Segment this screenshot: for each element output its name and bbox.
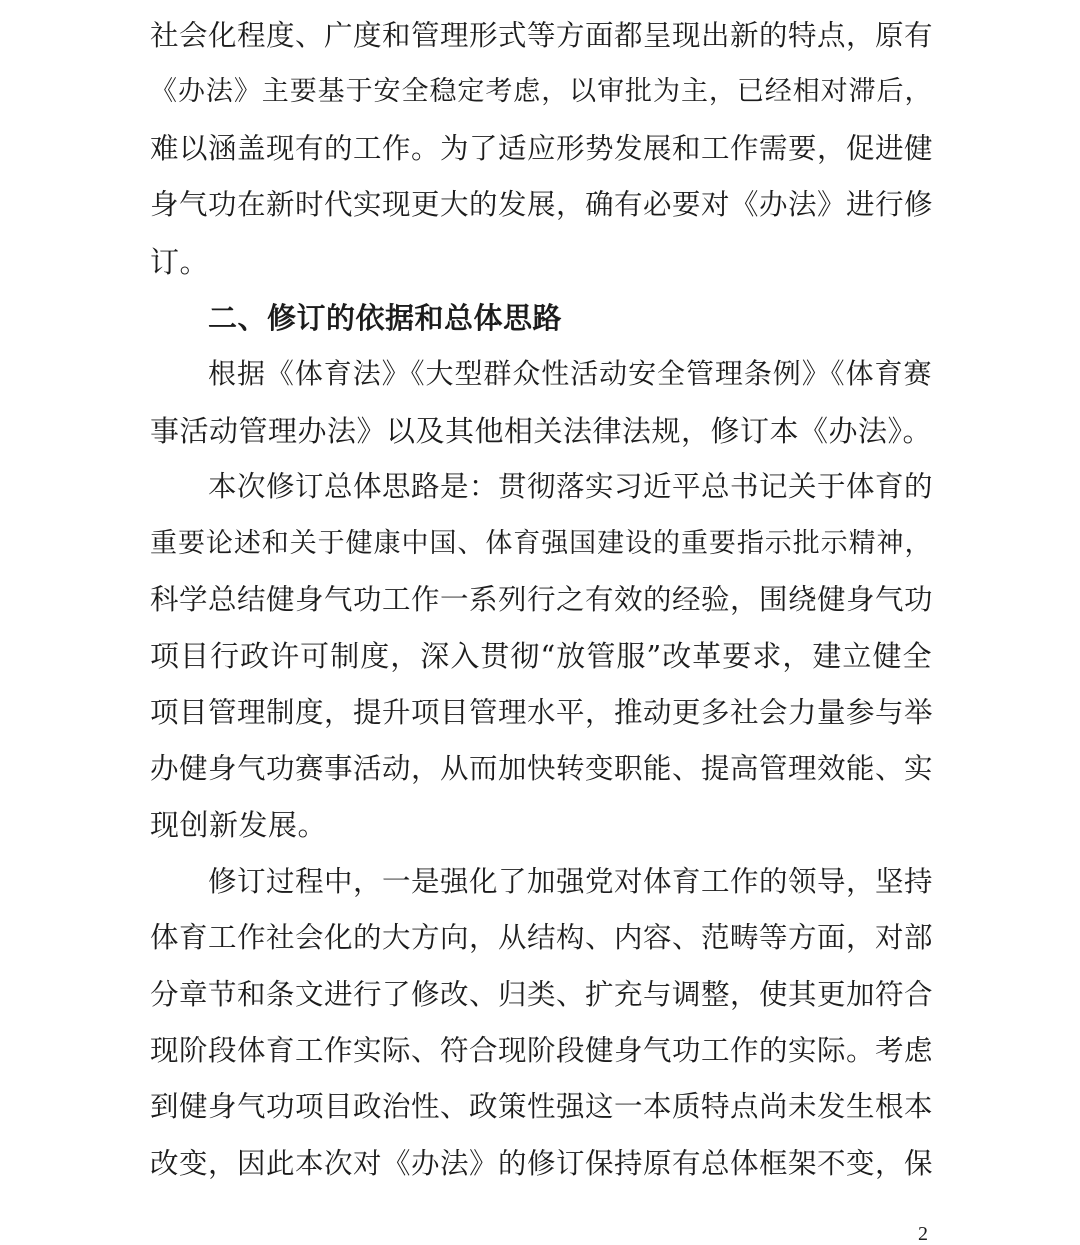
text-line: 现阶段体育工作实际、符合现阶段健身气功工作的实际。考虑 xyxy=(150,1034,934,1068)
text-line: 《办法》主要基于安全稳定考虑，以审批为主，已经相对滞后， xyxy=(150,76,932,108)
page-number: 2 xyxy=(918,1223,928,1245)
text-line: 难以涵盖现有的工作。为了适应形势发展和工作需要，促进健 xyxy=(150,131,934,165)
text-line: 本次修订总体思路是：贯彻落实习近平总书记关于体育的 xyxy=(208,470,934,504)
text-line: 到健身气功项目政治性、政策性强这一本质特点尚未发生根本 xyxy=(150,1090,934,1124)
text-line: 分章节和条文进行了修改、归类、扩充与调整，使其更加符合 xyxy=(150,977,934,1011)
text-line: 订。 xyxy=(150,244,210,279)
text-line: 办健身气功赛事活动，从而加快转变职能、提高管理效能、实 xyxy=(150,752,934,786)
text-line: 重要论述和关于健康中国、体育强国建设的重要指示批示精神， xyxy=(150,527,932,559)
text-line: 修订过程中，一是强化了加强党对体育工作的领导，坚持 xyxy=(208,864,934,898)
text-line: 体育工作社会化的大方向，从结构、内容、范畴等方面，对部 xyxy=(150,921,934,955)
text-line: 现创新发展。 xyxy=(150,808,328,843)
text-line: 项目管理制度，提升项目管理水平，推动更多社会力量参与举 xyxy=(150,695,934,729)
text-line: 根据《体育法》《大型群众性活动安全管理条例》《体育赛 xyxy=(208,357,932,391)
section-heading: 二、修订的依据和总体思路 xyxy=(208,300,563,335)
text-line: 身气功在新时代实现更大的发展，确有必要对《办法》进行修 xyxy=(150,188,934,222)
text-line: 项目行政许可制度，深入贯彻“放管服”改革要求，建立健全 xyxy=(150,639,932,674)
text-line: 科学总结健身气功工作一系列行之有效的经验，围绕健身气功 xyxy=(150,582,934,616)
text-line: 社会化程度、广度和管理形式等方面都呈现出新的特点，原有 xyxy=(150,19,934,52)
text-line: 改变，因此本次对《办法》的修订保持原有总体框架不变，保 xyxy=(150,1146,934,1180)
text-line: 事活动管理办法》以及其他相关法律法规，修订本《办法》。 xyxy=(150,413,933,448)
body-text xyxy=(150,8,932,1192)
